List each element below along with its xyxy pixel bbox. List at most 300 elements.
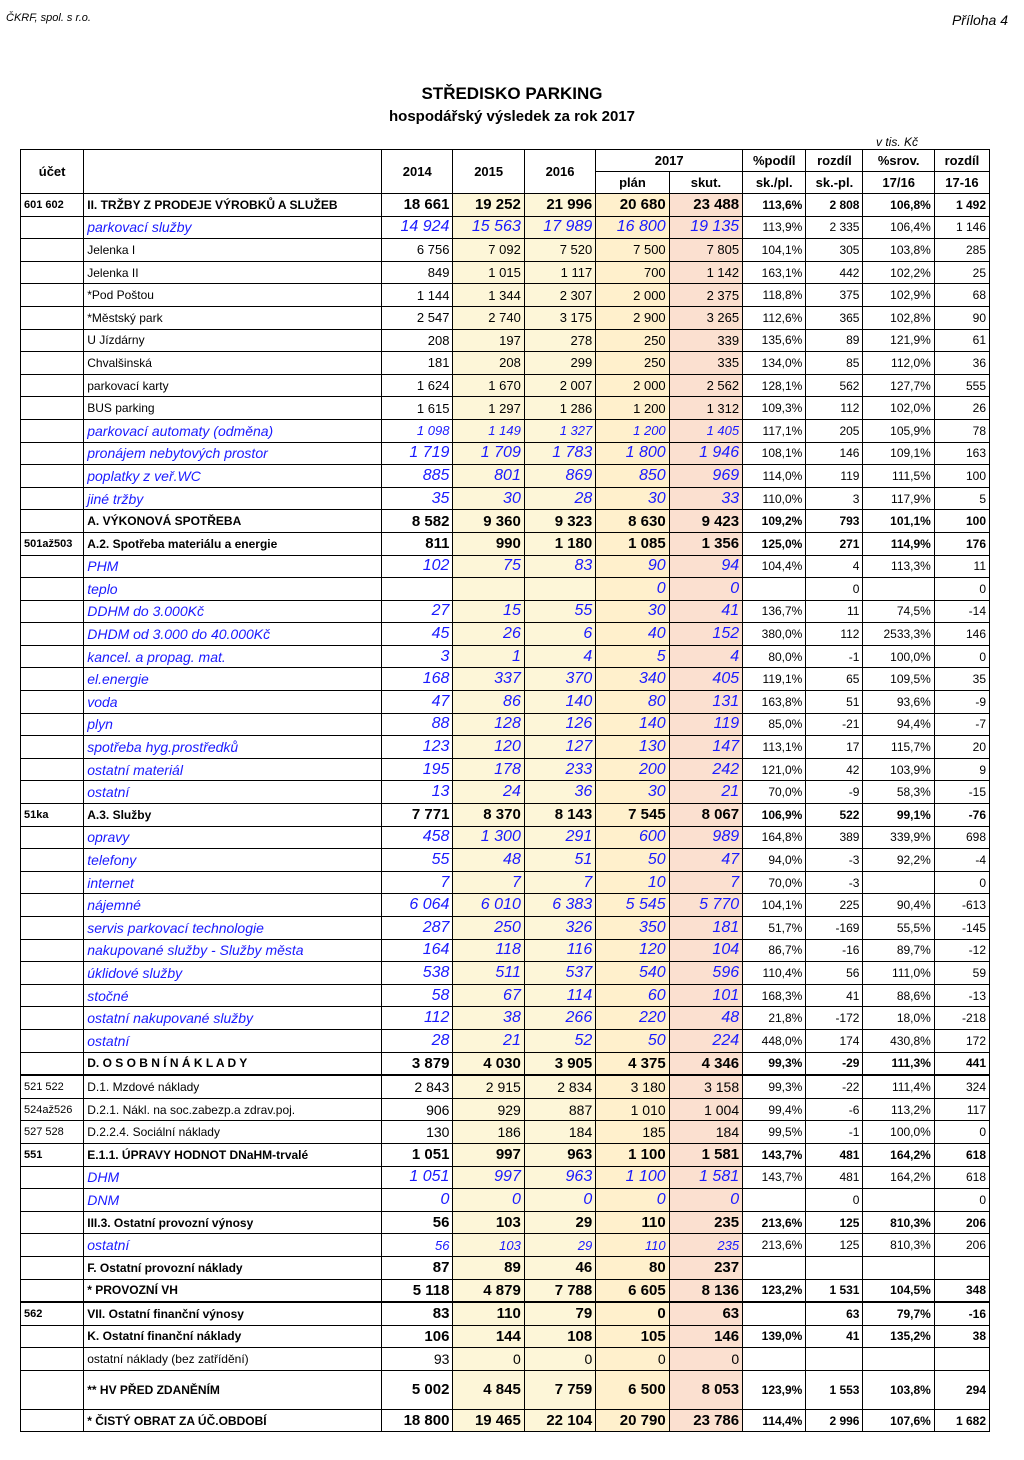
cell-plan-2017: 1 200 [596, 419, 669, 442]
col-2015: 2015 [453, 150, 524, 194]
cell-diff2: -15 [934, 781, 989, 804]
table-row [21, 510, 990, 533]
cell-diff: 305 [806, 239, 863, 262]
cell-account [21, 691, 84, 714]
cell-2014: 1 098 [382, 419, 453, 442]
table-row [21, 194, 990, 217]
cell-plan-2017: 540 [596, 962, 669, 985]
cell-plan-2017: 80 [596, 1256, 669, 1279]
cell-diff [806, 1348, 863, 1371]
cell-diff2: 100 [934, 465, 989, 488]
cell-diff [806, 1256, 863, 1279]
cell-item-name: Chvalšinská [84, 352, 382, 375]
cell-2016: 126 [524, 713, 595, 736]
cell-cmp: 114,9% [863, 532, 934, 555]
cell-actual-2017: 235 [669, 1234, 742, 1257]
cell-plan-2017: 110 [596, 1234, 669, 1257]
cell-cmp: 100,0% [863, 1121, 934, 1144]
cell-2014: 168 [382, 668, 453, 691]
cell-item-name: III.3. Ostatní provozní výnosy [84, 1211, 382, 1234]
table-row [21, 487, 990, 510]
cell-diff2: -16 [934, 1302, 989, 1325]
cell-account [21, 645, 84, 668]
cell-item-name: nakupované služby - Služby města [84, 939, 382, 962]
cell-actual-2017: 339 [669, 329, 742, 352]
cell-diff2: 146 [934, 623, 989, 646]
cell-diff2: 38 [934, 1325, 989, 1348]
cell-2014: 1 615 [382, 397, 453, 420]
cell-2015: 118 [453, 939, 524, 962]
cell-2016: 963 [524, 1166, 595, 1189]
cell-actual-2017: 23 786 [669, 1409, 742, 1432]
cell-2016: 0 [524, 1348, 595, 1371]
cell-actual-2017: 224 [669, 1029, 742, 1052]
table-row [21, 352, 990, 375]
cell-2015: 15 [453, 600, 524, 623]
cell-share: 113,9% [743, 216, 806, 239]
cell-2016: 2 307 [524, 284, 595, 307]
table-row [21, 917, 990, 940]
cell-2016: 52 [524, 1029, 595, 1052]
cell-account [21, 826, 84, 849]
cell-cmp: 115,7% [863, 736, 934, 759]
table-row [21, 578, 990, 601]
cell-2016: 114 [524, 984, 595, 1007]
cell-2015: 2 915 [453, 1075, 524, 1098]
cell-cmp [863, 1189, 934, 1212]
cell-account [21, 374, 84, 397]
cell-cmp: 111,4% [863, 1075, 934, 1098]
table-row [21, 1409, 990, 1432]
cell-plan-2017: 50 [596, 1029, 669, 1052]
cell-plan-2017: 185 [596, 1121, 669, 1144]
cell-2015: 337 [453, 668, 524, 691]
cell-diff: -172 [806, 1007, 863, 1030]
cell-actual-2017: 19 135 [669, 216, 742, 239]
table-row [21, 894, 990, 917]
cell-cmp: 18,0% [863, 1007, 934, 1030]
cell-actual-2017: 8 136 [669, 1279, 742, 1302]
cell-cmp: 106,4% [863, 216, 934, 239]
cell-diff2: 441 [934, 1052, 989, 1075]
cell-account: 524až526 [21, 1098, 84, 1121]
cell-diff: 51 [806, 691, 863, 714]
cell-2016: 29 [524, 1211, 595, 1234]
cell-actual-2017: 119 [669, 713, 742, 736]
cell-cmp: 102,8% [863, 306, 934, 329]
cell-actual-2017: 0 [669, 1189, 742, 1212]
table-row [21, 871, 990, 894]
table-row [21, 691, 990, 714]
cell-2015: 4 030 [453, 1052, 524, 1075]
table-header [21, 150, 990, 194]
cell-share: 213,6% [743, 1211, 806, 1234]
cell-share: 134,0% [743, 352, 806, 375]
financial-table [20, 149, 990, 1432]
cell-2016: 29 [524, 1234, 595, 1257]
cell-2014: 164 [382, 939, 453, 962]
cell-account [21, 419, 84, 442]
cell-diff2: -9 [934, 691, 989, 714]
cell-2015: 2 740 [453, 306, 524, 329]
cell-diff2: -13 [934, 984, 989, 1007]
cell-2014: 83 [382, 1302, 453, 1325]
cell-diff: -9 [806, 781, 863, 804]
cell-diff2: 206 [934, 1234, 989, 1257]
table-row [21, 623, 990, 646]
cell-plan-2017: 850 [596, 465, 669, 488]
cell-2016: 0 [524, 1189, 595, 1212]
cell-plan-2017: 350 [596, 917, 669, 940]
cell-share: 86,7% [743, 939, 806, 962]
cell-2014: 458 [382, 826, 453, 849]
col-diff2-bottom: 17-16 [934, 172, 989, 194]
cell-diff: 125 [806, 1211, 863, 1234]
col-2014: 2014 [382, 150, 453, 194]
cell-2014: 195 [382, 758, 453, 781]
cell-account [21, 1007, 84, 1030]
cell-2016: 963 [524, 1143, 595, 1166]
cell-cmp: 55,5% [863, 917, 934, 940]
cell-2015: 197 [453, 329, 524, 352]
cell-2016: 537 [524, 962, 595, 985]
cell-diff2: 78 [934, 419, 989, 442]
cell-account [21, 1234, 84, 1257]
cell-share: 135,6% [743, 329, 806, 352]
cell-share: 448,0% [743, 1029, 806, 1052]
cell-account [21, 600, 84, 623]
table-row [21, 1234, 990, 1257]
cell-2016: 1 783 [524, 442, 595, 465]
cell-2016: 7 [524, 871, 595, 894]
cell-plan-2017: 2 900 [596, 306, 669, 329]
table-row [21, 984, 990, 1007]
cell-share: 163,8% [743, 691, 806, 714]
cell-account [21, 487, 84, 510]
cell-2016: 233 [524, 758, 595, 781]
cell-plan-2017: 90 [596, 555, 669, 578]
cell-actual-2017: 23 488 [669, 194, 742, 217]
cell-share: 99,4% [743, 1098, 806, 1121]
cell-item-name: D. O S O B N Í N Á K L A D Y [84, 1052, 382, 1075]
cell-cmp [863, 1348, 934, 1371]
cell-plan-2017: 250 [596, 329, 669, 352]
cell-cmp: 127,7% [863, 374, 934, 397]
cell-account [21, 1029, 84, 1052]
cell-account [21, 1166, 84, 1189]
cell-2014: 88 [382, 713, 453, 736]
cell-2016: 55 [524, 600, 595, 623]
cell-cmp: 104,5% [863, 1279, 934, 1302]
cell-share: 113,1% [743, 736, 806, 759]
cell-item-name: servis parkovací technologie [84, 917, 382, 940]
cell-account: 51ka [21, 804, 84, 827]
cell-share: 70,0% [743, 871, 806, 894]
cell-2016: 7 788 [524, 1279, 595, 1302]
cell-2015: 997 [453, 1166, 524, 1189]
cell-item-name: II. TRŽBY Z PRODEJE VÝROBKŮ A SLUŽEB [84, 194, 382, 217]
table-body [21, 194, 990, 1432]
cell-share: 104,4% [743, 555, 806, 578]
cell-plan-2017: 110 [596, 1211, 669, 1234]
cell-cmp: 109,5% [863, 668, 934, 691]
cell-item-name: pronájem nebytových prostor [84, 442, 382, 465]
cell-2014: 287 [382, 917, 453, 940]
cell-2015: 208 [453, 352, 524, 375]
cell-cmp: 109,1% [863, 442, 934, 465]
cell-account [21, 1052, 84, 1075]
cell-cmp: 103,8% [863, 239, 934, 262]
cell-2014: 87 [382, 1256, 453, 1279]
cell-item-name: * ČISTÝ OBRAT ZA ÚČ.OBDOBÍ [84, 1409, 382, 1432]
cell-2016: 108 [524, 1325, 595, 1348]
table-row [21, 419, 990, 442]
cell-2014: 18 661 [382, 194, 453, 217]
table-row [21, 1121, 990, 1144]
cell-diff2: -613 [934, 894, 989, 917]
cell-account [21, 736, 84, 759]
cell-cmp: 103,9% [863, 758, 934, 781]
cell-2014: 93 [382, 1348, 453, 1371]
cell-item-name: ostatní [84, 1234, 382, 1257]
cell-cmp: 58,3% [863, 781, 934, 804]
cell-item-name: D.2.1. Nákl. na soc.zabezp.a zdrav.poj. [84, 1098, 382, 1121]
cell-cmp: 88,6% [863, 984, 934, 1007]
cell-cmp: 102,0% [863, 397, 934, 420]
cell-2016: 36 [524, 781, 595, 804]
cell-share: 163,1% [743, 261, 806, 284]
cell-diff: 793 [806, 510, 863, 533]
cell-share: 21,8% [743, 1007, 806, 1030]
table-row [21, 758, 990, 781]
cell-diff: 442 [806, 261, 863, 284]
cell-account [21, 555, 84, 578]
cell-share: 125,0% [743, 532, 806, 555]
cell-share: 143,7% [743, 1166, 806, 1189]
cell-actual-2017: 2 375 [669, 284, 742, 307]
cell-2016: 8 143 [524, 804, 595, 827]
cell-diff: 41 [806, 984, 863, 1007]
cell-2016: 326 [524, 917, 595, 940]
cell-item-name: ostatní [84, 781, 382, 804]
cell-2014: 7 [382, 871, 453, 894]
cell-2014: 8 582 [382, 510, 453, 533]
cell-plan-2017: 40 [596, 623, 669, 646]
cell-plan-2017: 1 085 [596, 532, 669, 555]
cell-diff2: 206 [934, 1211, 989, 1234]
cell-share: 213,6% [743, 1234, 806, 1257]
cell-diff: 375 [806, 284, 863, 307]
table-row [21, 781, 990, 804]
table-row [21, 1007, 990, 1030]
cell-2016: 278 [524, 329, 595, 352]
table-row [21, 239, 990, 262]
cell-2015: 6 010 [453, 894, 524, 917]
cell-2015: 128 [453, 713, 524, 736]
cell-2014: 5 118 [382, 1279, 453, 1302]
cell-diff: -22 [806, 1075, 863, 1098]
cell-2016: 6 383 [524, 894, 595, 917]
cell-cmp: 105,9% [863, 419, 934, 442]
cell-share: 80,0% [743, 645, 806, 668]
cell-actual-2017: 152 [669, 623, 742, 646]
cell-plan-2017: 140 [596, 713, 669, 736]
cell-account [21, 781, 84, 804]
cell-plan-2017: 120 [596, 939, 669, 962]
table-row [21, 1052, 990, 1075]
cell-2014: 18 800 [382, 1409, 453, 1432]
cell-item-name: ostatní náklady (bez zatřídění) [84, 1348, 382, 1371]
cell-cmp: 99,1% [863, 804, 934, 827]
cell-diff2: 11 [934, 555, 989, 578]
cell-item-name: DDHM do 3.000Kč [84, 600, 382, 623]
cell-diff2: 90 [934, 306, 989, 329]
cell-cmp: 93,6% [863, 691, 934, 714]
cell-share: 99,3% [743, 1075, 806, 1098]
cell-account [21, 306, 84, 329]
cell-share: 110,4% [743, 962, 806, 985]
cell-plan-2017: 2 000 [596, 284, 669, 307]
cell-item-name: poplatky z veř.WC [84, 465, 382, 488]
cell-2015: 103 [453, 1211, 524, 1234]
cell-diff2: 26 [934, 397, 989, 420]
cell-item-name: spotřeba hyg.prostředků [84, 736, 382, 759]
cell-diff: -3 [806, 871, 863, 894]
cell-share: 119,1% [743, 668, 806, 691]
cell-2015: 75 [453, 555, 524, 578]
cell-account [21, 1211, 84, 1234]
cell-2016: 127 [524, 736, 595, 759]
cell-diff: 85 [806, 352, 863, 375]
cell-2016: 1 117 [524, 261, 595, 284]
cell-diff2: -218 [934, 1007, 989, 1030]
cell-plan-2017: 0 [596, 1302, 669, 1325]
cell-diff: -29 [806, 1052, 863, 1075]
cell-2016: 2 007 [524, 374, 595, 397]
cell-share: 113,6% [743, 194, 806, 217]
cell-diff2: 163 [934, 442, 989, 465]
table-row [21, 1189, 990, 1212]
cell-cmp: 113,3% [863, 555, 934, 578]
cell-2014: 56 [382, 1211, 453, 1234]
cell-2014: 1 051 [382, 1166, 453, 1189]
cell-diff: 63 [806, 1302, 863, 1325]
report-title: STŘEDISKO PARKING [421, 84, 603, 103]
col-plan: plán [596, 172, 669, 194]
cell-diff2: 618 [934, 1143, 989, 1166]
cell-plan-2017: 8 630 [596, 510, 669, 533]
cell-2015: 86 [453, 691, 524, 714]
cell-2014: 7 771 [382, 804, 453, 827]
cell-share: 139,0% [743, 1325, 806, 1348]
cell-2014: 35 [382, 487, 453, 510]
cell-2015: 801 [453, 465, 524, 488]
cell-actual-2017: 1 581 [669, 1166, 742, 1189]
cell-cmp: 112,0% [863, 352, 934, 375]
col-diff2-top: rozdíl [934, 150, 989, 172]
cell-diff: 562 [806, 374, 863, 397]
cell-plan-2017: 1 100 [596, 1143, 669, 1166]
cell-cmp: 113,2% [863, 1098, 934, 1121]
cell-item-name: ostatní materiál [84, 758, 382, 781]
cell-2015: 120 [453, 736, 524, 759]
col-2016: 2016 [524, 150, 595, 194]
cell-actual-2017: 146 [669, 1325, 742, 1348]
cell-account [21, 239, 84, 262]
cell-actual-2017: 181 [669, 917, 742, 940]
cell-plan-2017: 6 500 [596, 1370, 669, 1409]
cell-2016: 3 175 [524, 306, 595, 329]
cell-2015: 38 [453, 1007, 524, 1030]
cell-diff2: 35 [934, 668, 989, 691]
table-row [21, 826, 990, 849]
cell-2015: 8 370 [453, 804, 524, 827]
table-row [21, 532, 990, 555]
cell-2014: 1 624 [382, 374, 453, 397]
table-row [21, 397, 990, 420]
attachment-label: Příloha 4 [951, 12, 1008, 28]
cell-share: 168,3% [743, 984, 806, 1007]
cell-share: 109,3% [743, 397, 806, 420]
cell-2014: 1 051 [382, 1143, 453, 1166]
cell-cmp: 810,3% [863, 1234, 934, 1257]
table-row [21, 1166, 990, 1189]
cell-diff2: 20 [934, 736, 989, 759]
cell-cmp: 79,7% [863, 1302, 934, 1325]
cell-diff: 56 [806, 962, 863, 985]
cell-2014: 106 [382, 1325, 453, 1348]
cell-share: 110,0% [743, 487, 806, 510]
cell-diff2: 285 [934, 239, 989, 262]
cell-plan-2017: 20 680 [596, 194, 669, 217]
cell-diff2: 0 [934, 645, 989, 668]
cell-diff: -1 [806, 645, 863, 668]
cell-cmp: 89,7% [863, 939, 934, 962]
cell-item-name: *Městský park [84, 306, 382, 329]
col-cmp-bottom: 17/16 [863, 172, 934, 194]
cell-cmp: 164,2% [863, 1143, 934, 1166]
cell-item-name: plyn [84, 713, 382, 736]
cell-item-name: * PROVOZNÍ VH [84, 1279, 382, 1302]
cell-actual-2017: 237 [669, 1256, 742, 1279]
cell-item-name: PHM [84, 555, 382, 578]
cell-account [21, 284, 84, 307]
cell-plan-2017: 700 [596, 261, 669, 284]
cell-diff2: 9 [934, 758, 989, 781]
cell-account [21, 1279, 84, 1302]
cell-actual-2017: 5 770 [669, 894, 742, 917]
company-name: ČKRF, spol. s r.o. [6, 12, 91, 24]
cell-2014: 811 [382, 532, 453, 555]
table-row [21, 1075, 990, 1098]
cell-account: 527 528 [21, 1121, 84, 1144]
cell-2014: 6 756 [382, 239, 453, 262]
cell-account [21, 1409, 84, 1432]
cell-item-name: ostatní nakupované služby [84, 1007, 382, 1030]
cell-account: 551 [21, 1143, 84, 1166]
cell-diff: 365 [806, 306, 863, 329]
cell-diff2: 348 [934, 1279, 989, 1302]
cell-item-name: A. VÝKONOVÁ SPOTŘEBA [84, 510, 382, 533]
cell-account [21, 329, 84, 352]
cell-item-name: parkovací karty [84, 374, 382, 397]
cell-plan-2017: 0 [596, 1348, 669, 1371]
cell-actual-2017: 1 946 [669, 442, 742, 465]
cell-plan-2017: 30 [596, 600, 669, 623]
cell-plan-2017: 5 545 [596, 894, 669, 917]
cell-2016: 7 759 [524, 1370, 595, 1409]
cell-actual-2017: 989 [669, 826, 742, 849]
